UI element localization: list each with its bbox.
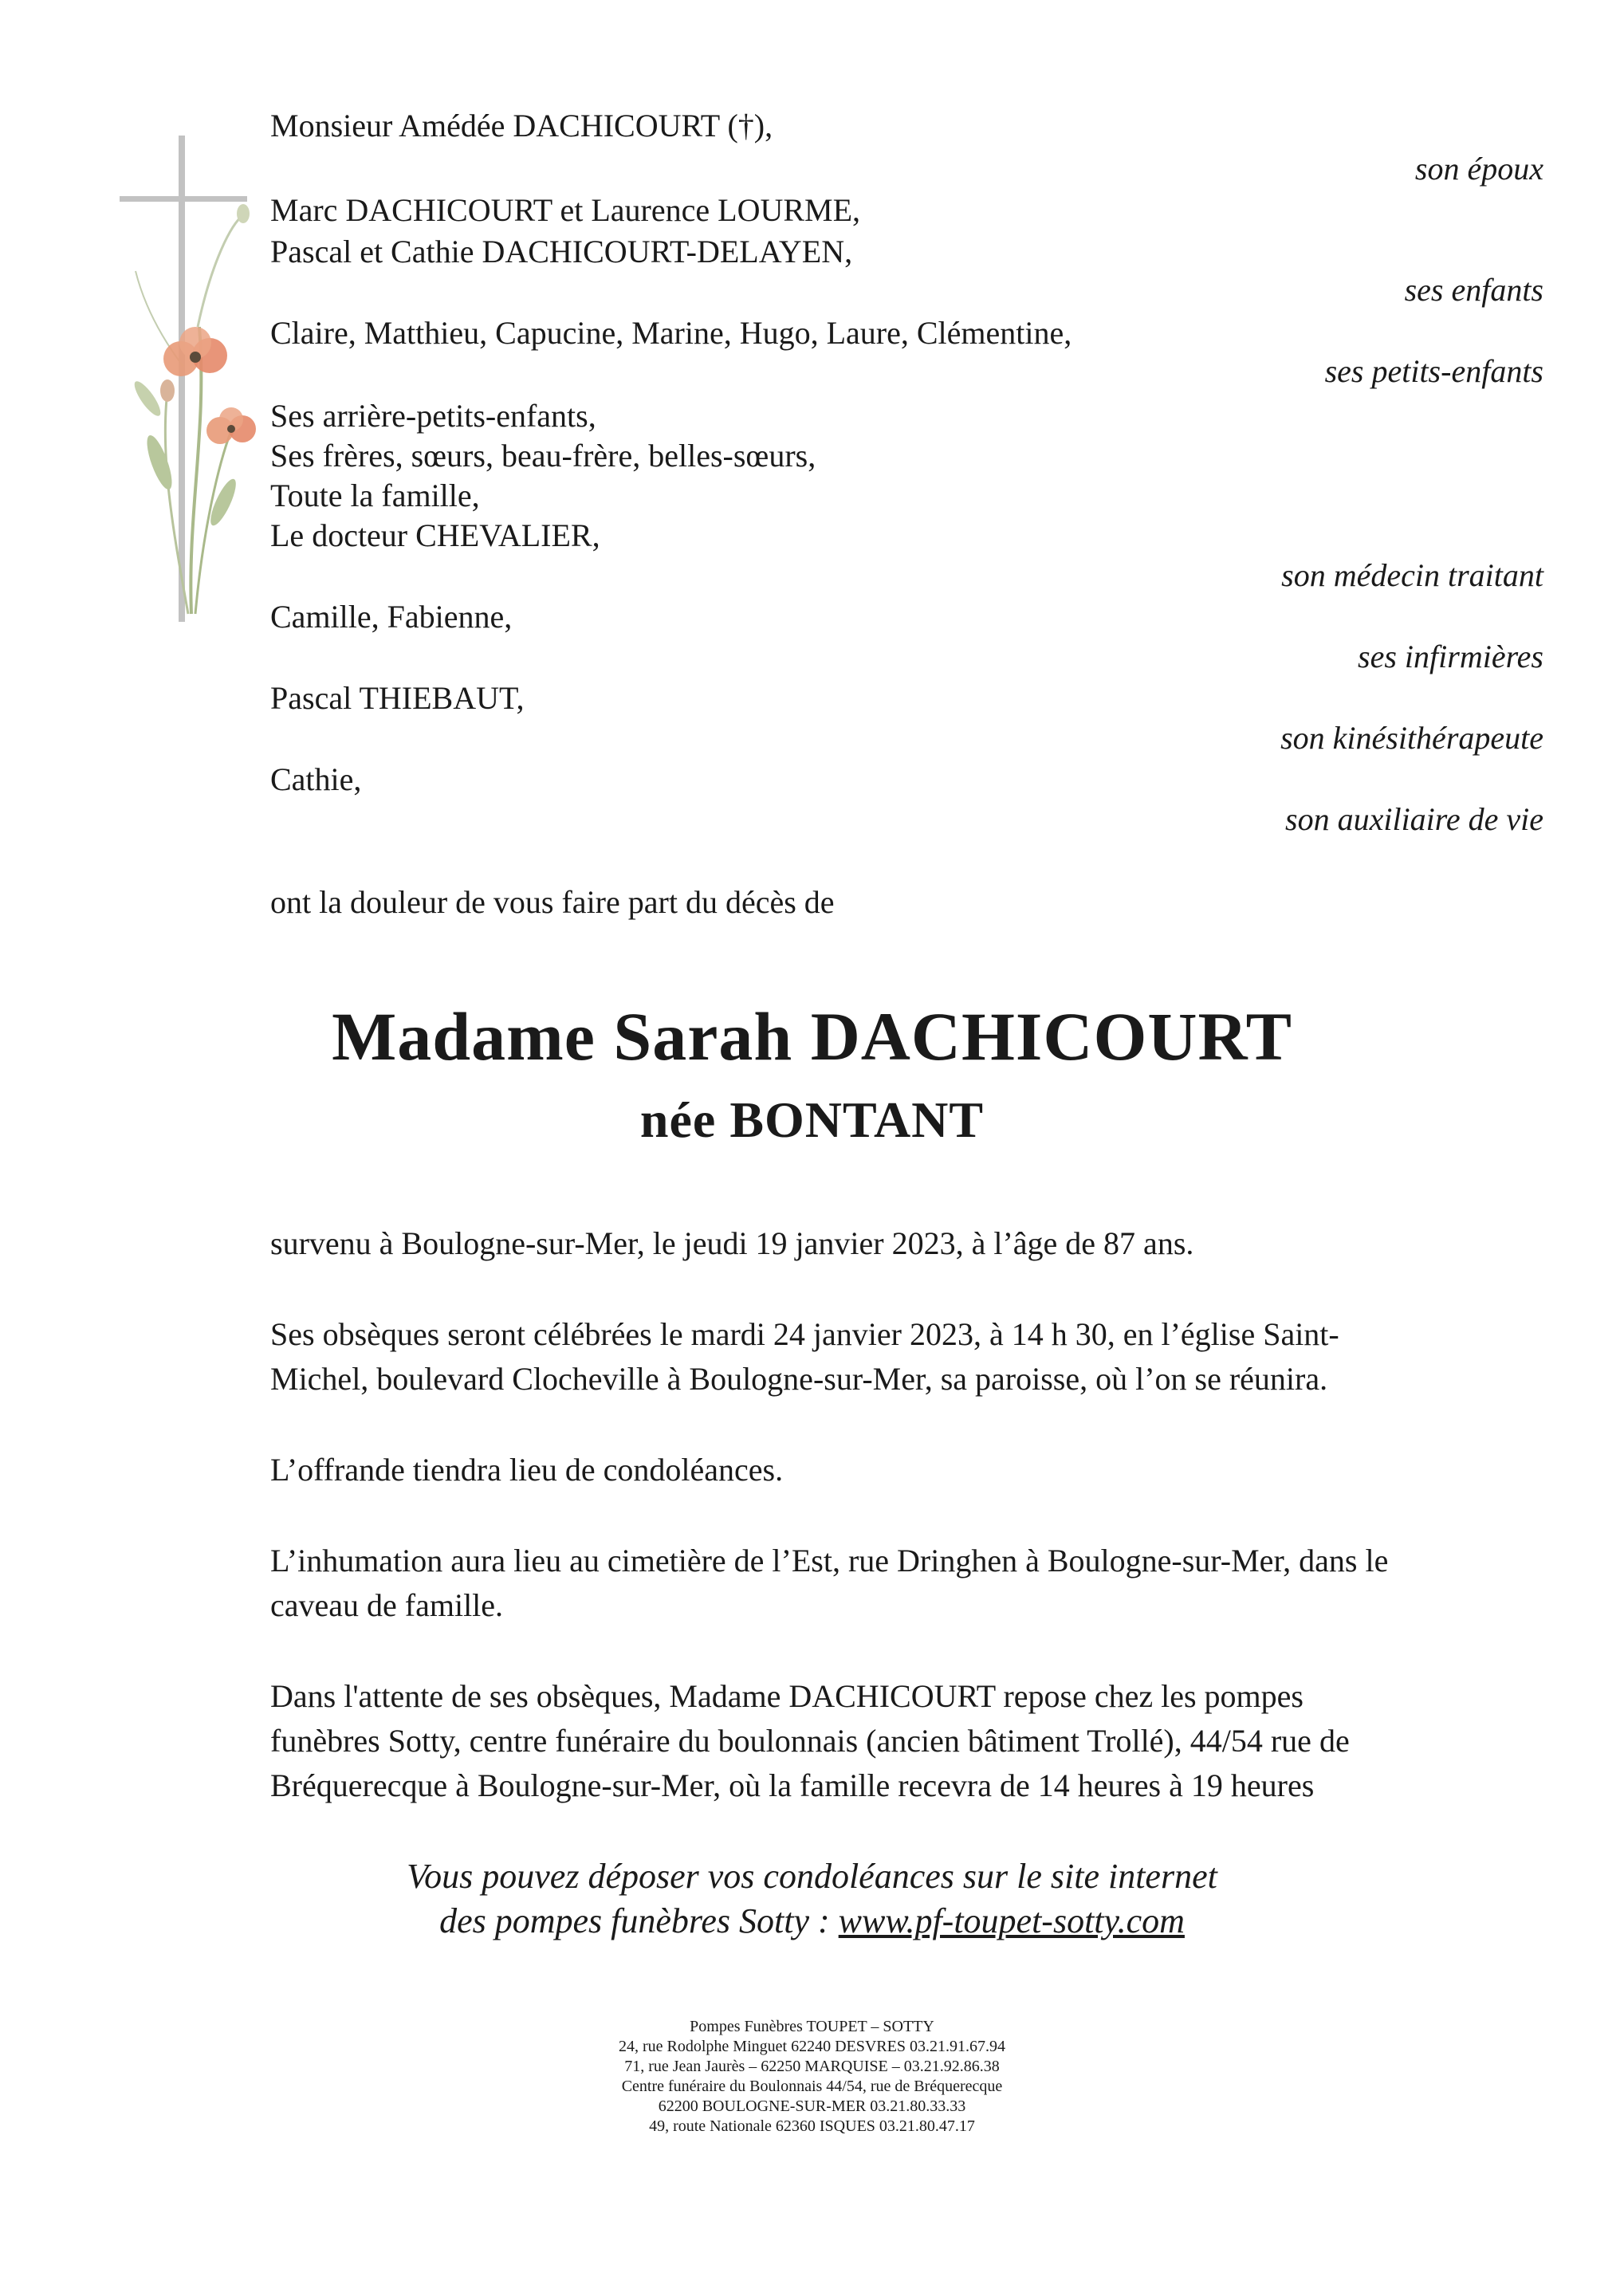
paragraph-line: L’offrande tiendra lieu de condoléances. (270, 1452, 784, 1488)
paragraph-line: caveau de famille. (270, 1587, 504, 1623)
announcement-intro: ont la douleur de vous faire part du décès de (270, 884, 835, 920)
funeral-details (270, 1312, 1546, 1402)
paragraph-line: Dans l'attente de ses obsèques, Madame DACHICOURT repose chez les pompes (270, 1678, 1304, 1714)
deceased-birth-name: née BONTANT (639, 1091, 985, 1148)
cross-horizontal-bar (120, 196, 247, 202)
burial-details (270, 1539, 1546, 1628)
paragraph-line: survenu à Boulogne-sur-Mer, le jeudi 19 janvier 2023, à l’âge de 87 ans. (270, 1225, 1194, 1261)
deceased-name: Madame Sarah DACHICOURT (332, 998, 1292, 1075)
relation-label: ses petits-enfants (1324, 353, 1543, 389)
website-link[interactable]: www.pf-toupet-sotty.com (838, 1901, 1185, 1940)
announcer-family: Toute la famille, (270, 478, 480, 513)
announcer-siblings: Ses frères, sœurs, beau-frère, belles-sœurs, (270, 438, 816, 474)
paragraph-line: Ses obsèques seront célébrées le mardi 24 janvier 2023, à 14 h 30, en l’église Saint- (270, 1316, 1339, 1352)
announcer-spouse: Monsieur Amédée DACHICOURT (†), (270, 108, 773, 144)
footer-line: 71, rue Jean Jaurès – 62250 MARQUISE – 03.21.92.86.38 (624, 2058, 1000, 2075)
announcer-doctor: Le docteur CHEVALIER, (270, 517, 600, 553)
footer-line: Pompes Funèbres TOUPET – SOTTY (690, 2018, 934, 2035)
announcer-child: Marc DACHICOURT et Laurence LOURME, (270, 192, 861, 228)
footer-line: 62200 BOULOGNE-SUR-MER 03.21.80.33.33 (658, 2097, 966, 2115)
poppy-bud (237, 204, 250, 223)
condolences-note (0, 1854, 1624, 1944)
relation-label: son kinésithérapeute (1280, 720, 1543, 756)
relation-label: son médecin traitant (1281, 557, 1543, 593)
poppy-flower (206, 407, 256, 444)
paragraph-line: Bréquerecque à Boulogne-sur-Mer, où la famille recevra de 14 heures à 19 heures (270, 1767, 1315, 1803)
paragraph-line: Michel, boulevard Clocheville à Boulogne-sur-Mer, sa paroisse, où l’on se réunira. (270, 1361, 1328, 1397)
poppy-bud (160, 379, 175, 402)
cross-vertical-bar (179, 136, 185, 622)
funeral-home-footer (0, 2017, 1624, 2137)
announcer-grandchildren: Claire, Matthieu, Capucine, Marine, Hugo, Laure, Clémentine, (270, 315, 1072, 351)
relation-label: ses enfants (1404, 272, 1543, 308)
cross-poppies-illustration (112, 128, 287, 638)
footer-line: Centre funéraire du Boulonnais 44/54, rue de Bréquerecque (621, 2078, 1003, 2095)
announcer-child: Pascal et Cathie DACHICOURT-DELAYEN, (270, 234, 853, 269)
visitation-details (270, 1674, 1546, 1808)
announcer-carer: Cathie, (270, 761, 362, 797)
announcer-great-grandchildren: Ses arrière-petits-enfants, (270, 398, 596, 434)
offering-note (270, 1448, 1546, 1492)
footer-line: 24, rue Rodolphe Minguet 62240 DESVRES 03.21.91.67.94 (619, 2038, 1005, 2055)
footer-line: 49, route Nationale 62360 ISQUES 03.21.80.47.17 (649, 2117, 975, 2135)
paragraph-line: L’inhumation aura lieu au cimetière de l’Est, rue Dringhen à Boulogne-sur-Mer, dans le (270, 1543, 1389, 1578)
relation-label: son auxiliaire de vie (1285, 801, 1543, 837)
announcer-nurses: Camille, Fabienne, (270, 599, 513, 635)
announcer-physio: Pascal THIEBAUT, (270, 680, 525, 716)
paragraph-line: funèbres Sotty, centre funéraire du boulonnais (ancien bâtiment Trollé), 44/54 rue de (270, 1723, 1350, 1759)
relation-label: son époux (1414, 151, 1543, 187)
condolences-line-1: Vous pouvez déposer vos condoléances sur le site internet (407, 1857, 1217, 1896)
condolences-line-2 (0, 1899, 1624, 1944)
poppy-flower (163, 327, 227, 376)
condolences-prefix: des pompes funèbres Sotty : (439, 1901, 839, 1940)
death-details (270, 1221, 1546, 1266)
relation-label: ses infirmières (1358, 639, 1543, 674)
